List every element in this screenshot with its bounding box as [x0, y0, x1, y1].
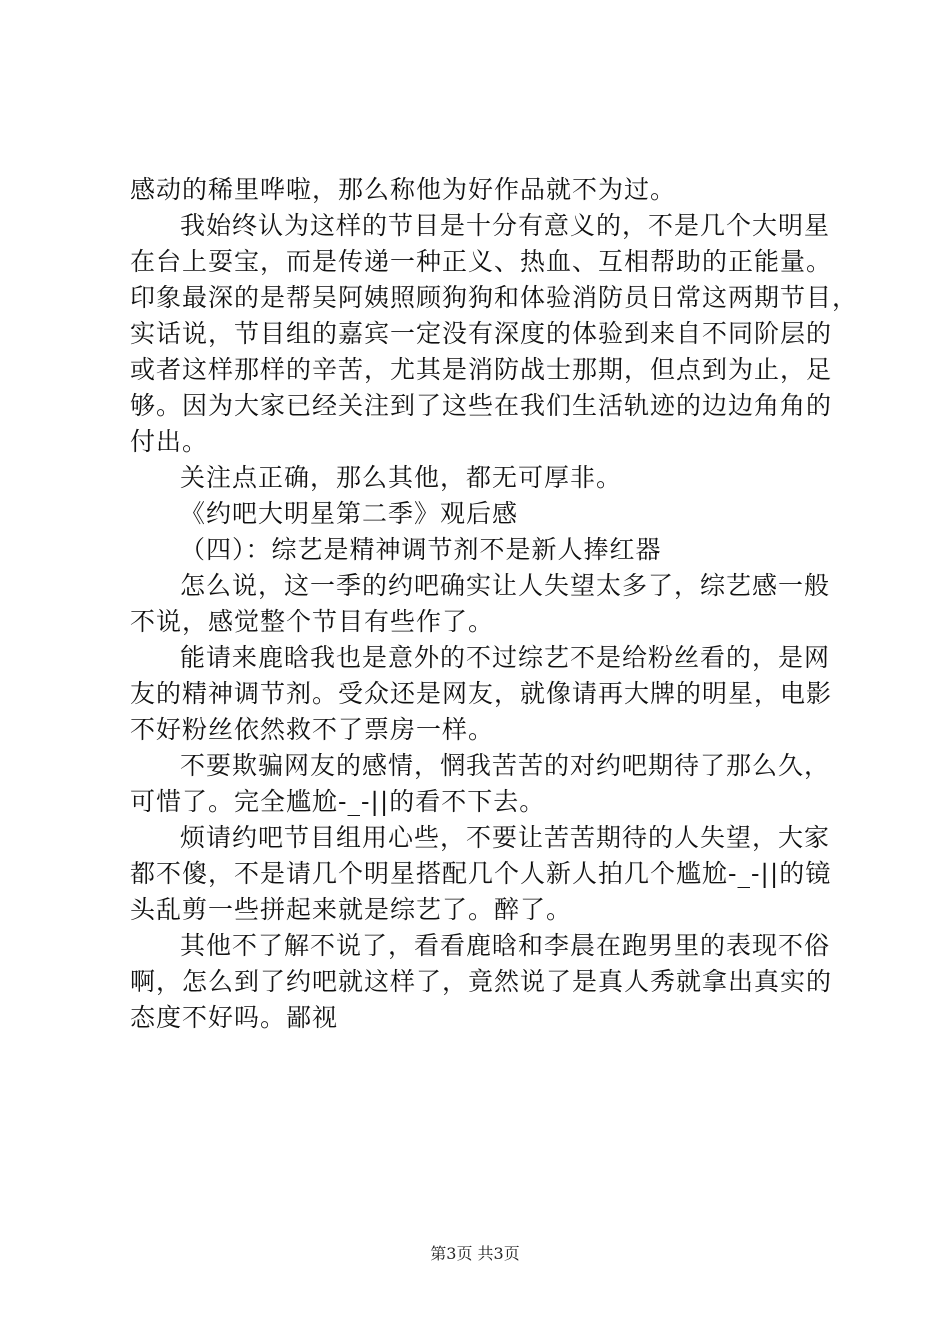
text-line: 不好粉丝依然救不了票房一样。: [130, 715, 495, 744]
text-line: 在台上耍宝，而是传递一种正义、热血、互相帮助的正能量。: [130, 247, 833, 276]
text-line: 态度不好吗。鄙视: [130, 1003, 339, 1032]
section-subtitle: （四）：综艺是精神调节剂不是新人捧红器: [180, 535, 662, 564]
text-line: 头乱剪一些拼起来就是综艺了。醉了。: [130, 895, 573, 924]
text-line: 都不傻，不是请几个明星搭配几个人新人拍几个尴尬-_-||的镜: [130, 859, 832, 888]
text-line: 啊，怎么到了约吧就这样了，竟然说了是真人秀就拿出真实的: [130, 967, 833, 996]
text-line: 友的精神调节剂。受众还是网友，就像请再大牌的明星，电影: [130, 679, 833, 708]
text-line: 能请来鹿晗我也是意外的不过综艺不是给粉丝看的，是网: [180, 643, 831, 672]
text-line: 付出。: [130, 427, 209, 456]
text-line: 或者这样那样的辛苦，尤其是消防战士那期，但点到为止，足: [130, 355, 833, 384]
document-body: [130, 172, 859, 1036]
text-line: 实话说，节目组的嘉宾一定没有深度的体验到来自不同阶层的: [130, 319, 833, 348]
text-line: 其他不了解不说了，看看鹿晗和李晨在跑男里的表现不俗: [180, 931, 831, 960]
section-title: 《约吧大明星第二季》观后感: [180, 499, 519, 528]
text-line: 我始终认为这样的节目是十分有意义的，不是几个大明星: [180, 211, 831, 240]
page-number-footer: 第3页 共3页: [430, 1244, 520, 1263]
text-line: 感动的稀里哗啦，那么称他为好作品就不为过。: [130, 175, 677, 204]
text-line: 印象最深的是帮吴阿姨照顾狗狗和体验消防员日常这两期节目，: [130, 283, 859, 312]
text-line: 够。因为大家已经关注到了这些在我们生活轨迹的边边角角的: [130, 391, 833, 420]
text-line: 可惜了。完全尴尬-_-||的看不下去。: [130, 787, 546, 816]
text-line: 关注点正确，那么其他，都无可厚非。: [180, 463, 623, 492]
text-line: 烦请约吧节目组用心些，不要让苦苦期待的人失望，大家: [180, 823, 831, 852]
text-line: 怎么说，这一季的约吧确实让人失望太多了，综艺感一般: [180, 571, 831, 600]
text-line: 不说，感觉整个节目有些作了。: [130, 607, 495, 636]
text-line: 不要欺骗网友的感情，惘我苦苦的对约吧期待了那么久，: [180, 751, 831, 780]
